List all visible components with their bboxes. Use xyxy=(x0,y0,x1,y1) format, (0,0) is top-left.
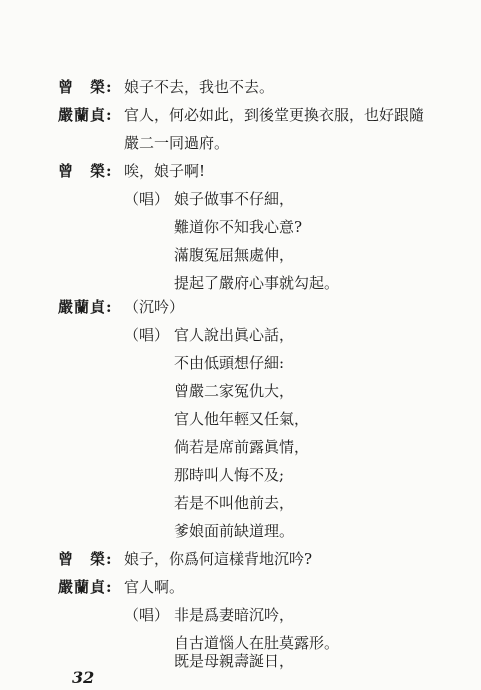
verse-line: 官人說出眞心話， xyxy=(174,326,295,344)
verse-line: 既是母親壽誕日， xyxy=(174,652,295,670)
verse-line: 官人他年輕又任氣， xyxy=(174,410,310,428)
dialogue-line: 嚴二一同過府。 xyxy=(124,134,230,152)
verse-line: 不由低頭想仔細: xyxy=(174,354,285,372)
verse-line: 娘子做事不仔細， xyxy=(174,190,295,208)
stage-cue: （唱） xyxy=(124,606,170,624)
stage-cue: （唱） xyxy=(124,190,170,208)
speaker-label: 嚴蘭貞: xyxy=(58,106,113,124)
dialogue-line: 唉，娘子啊! xyxy=(124,162,206,180)
speaker-label: 嚴蘭貞: xyxy=(58,578,113,596)
stage-direction: （沉吟） xyxy=(124,298,185,316)
speaker-label: 曾 榮: xyxy=(58,78,113,96)
dialogue-line: 官人，何必如此，到後堂更換衣服，也好跟隨 xyxy=(124,106,425,124)
dialogue-line: 官人啊。 xyxy=(124,578,185,596)
stage-cue: （唱） xyxy=(124,326,170,344)
dialogue-line: 娘子不去，我也不去。 xyxy=(124,78,275,96)
speaker-label: 曾 榮: xyxy=(58,162,113,180)
verse-line: 曾嚴二家冤仇大， xyxy=(174,382,295,400)
page-number: 32 xyxy=(72,668,95,687)
verse-line: 爹娘面前缺道理。 xyxy=(174,522,295,540)
speaker-label: 嚴蘭貞: xyxy=(58,298,113,316)
verse-line: 倘若是席前露眞情， xyxy=(174,438,310,456)
speaker-label: 曾 榮: xyxy=(58,550,113,568)
verse-line: 提起了嚴府心事就勾起。 xyxy=(174,274,340,292)
dialogue-line: 娘子，你爲何這樣背地沉吟? xyxy=(124,550,313,568)
verse-line: 非是爲妻暗沉吟， xyxy=(174,606,295,624)
verse-line: 那時叫人悔不及; xyxy=(174,466,285,484)
verse-line: 若是不叫他前去， xyxy=(174,494,295,512)
verse-line: 難道你不知我心意? xyxy=(174,218,303,236)
verse-line: 自古道惱人在肚莫露形。 xyxy=(174,634,340,652)
verse-line: 滿腹冤屈無處伸， xyxy=(174,246,295,264)
